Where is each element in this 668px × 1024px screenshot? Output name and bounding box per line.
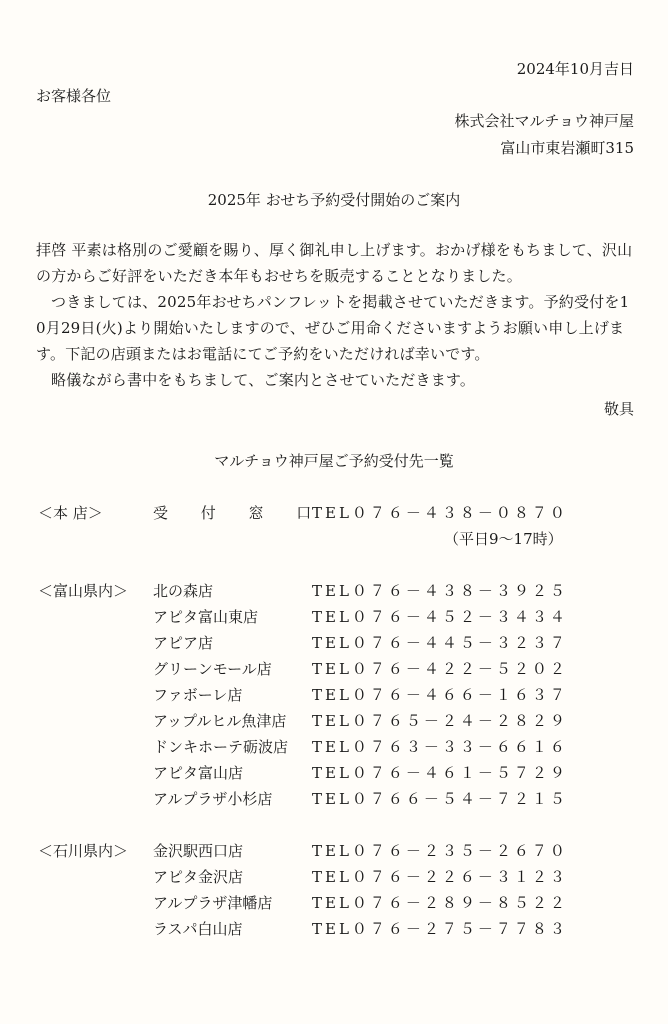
store-name: アルプラザ小杉店 bbox=[153, 790, 273, 808]
closing-word: 敬具 bbox=[603, 400, 634, 418]
store-tel: TEL０７６－４３８－０８７０ bbox=[312, 504, 568, 522]
body-paragraph-announcement: つきましては、2025年おせちパンフレットを掲載させていただきます。予約受付を10月29日(火)より開始いたしますので、ぜひご用命くださいますようお願い申し上げます。下記の店頭またはお電話にてご予約をいただければ幸いです。 bbox=[36, 293, 630, 363]
store-row bbox=[0, 788, 668, 814]
store-tel: TEL０７６－２７５－７７８３ bbox=[312, 920, 568, 938]
store-row bbox=[0, 632, 668, 658]
store-name: 北の森店 bbox=[153, 582, 214, 600]
store-tel: TEL０７６－４４５－３２３７ bbox=[312, 634, 568, 652]
store-name: 受 付 窓 口 bbox=[153, 504, 326, 522]
store-name: ラスパ白山店 bbox=[153, 920, 243, 938]
store-tel: TEL０７６－２３５－２６７０ bbox=[312, 842, 568, 860]
category-toyama: ＜富山県内＞ bbox=[38, 582, 129, 600]
store-tel: TEL０７６３－３３－６６１６ bbox=[312, 738, 568, 756]
store-tel: TEL０７６－２８９－８５２２ bbox=[312, 894, 568, 912]
company-address: 富山市東岩瀬町315 bbox=[500, 139, 634, 157]
store-name: ファボーレ店 bbox=[153, 686, 243, 704]
letter-title: 2025年 おせち予約受付開始のご案内 bbox=[207, 191, 461, 209]
store-row bbox=[0, 840, 668, 866]
store-tel: TEL０７６－４６６－１６３７ bbox=[312, 686, 568, 704]
store-row bbox=[0, 762, 668, 788]
store-list-title: マルチョウ神戸屋ご予約受付先一覧 bbox=[214, 452, 454, 470]
letter-date: 2024年10月吉日 bbox=[516, 60, 634, 78]
store-name: アピタ富山店 bbox=[153, 764, 244, 782]
store-row bbox=[0, 918, 668, 944]
store-tel: TEL０７６６－５４－７２１５ bbox=[312, 790, 568, 808]
store-name: アピタ金沢店 bbox=[153, 868, 244, 886]
store-row bbox=[0, 866, 668, 892]
store-name: アップルヒル魚津店 bbox=[153, 712, 287, 730]
store-tel: TEL０７６－４５２－３４３４ bbox=[312, 608, 568, 626]
store-name: ドンキホーテ砺波店 bbox=[153, 738, 289, 756]
store-row bbox=[0, 658, 668, 684]
store-name: アルプラザ津幡店 bbox=[153, 894, 273, 912]
store-row bbox=[0, 736, 668, 762]
store-row bbox=[0, 580, 668, 606]
store-tel: TEL０７６－４３８－３９２５ bbox=[312, 582, 568, 600]
store-tel: TEL０７６－４６１－５７２９ bbox=[312, 764, 568, 782]
store-row bbox=[0, 710, 668, 736]
store-name: 金沢駅西口店 bbox=[153, 842, 244, 860]
store-tel: TEL０７６－４２２－５２０２ bbox=[312, 660, 568, 678]
store-row bbox=[0, 892, 668, 918]
store-row bbox=[0, 606, 668, 632]
store-tel: TEL０７６５－２４－２８２９ bbox=[312, 712, 568, 730]
company-name: 株式会社マルチョウ神戸屋 bbox=[454, 112, 634, 130]
recipient: お客様各位 bbox=[36, 87, 112, 105]
store-row-main bbox=[0, 502, 668, 528]
store-tel: TEL０７６－２２６－３１２３ bbox=[312, 868, 568, 886]
store-name: アピア店 bbox=[153, 634, 214, 652]
store-row bbox=[0, 684, 668, 710]
body-paragraph-closing: 略儀ながら書中をもちまして、ご案内とさせていただきます。 bbox=[51, 371, 476, 389]
category-ishikawa: ＜石川県内＞ bbox=[38, 842, 129, 860]
body-paragraph-greeting: 拝啓 平素は格別のご愛顧を賜り、厚く御礼申し上げます。おかげ様をもちまして、沢山の方からご好評をいただき本年もおせちを販売することとなりました。 bbox=[36, 241, 633, 285]
store-name: グリーンモール店 bbox=[153, 660, 272, 678]
store-name: アピタ富山東店 bbox=[153, 608, 259, 626]
letter-body bbox=[36, 237, 636, 393]
main-store-hours: （平日9～17時） bbox=[444, 530, 563, 548]
category-main-store: ＜本 店＞ bbox=[38, 504, 103, 522]
